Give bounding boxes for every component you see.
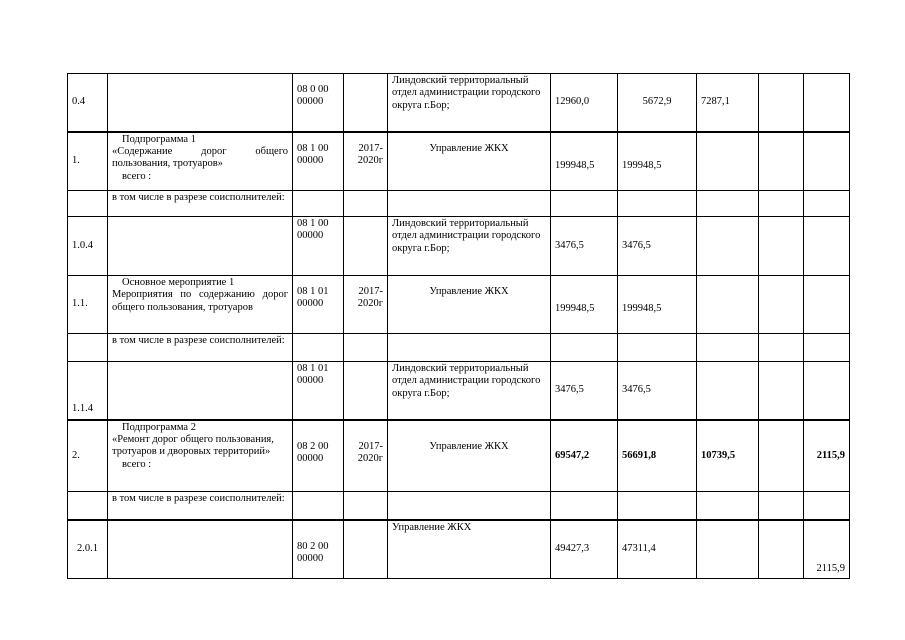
row-name [108, 276, 293, 334]
row-executor: Линдовский территориальный отдел администрации городского округа г.Бор; [388, 217, 551, 276]
table-row [68, 362, 850, 420]
row-number [68, 334, 108, 362]
row-total: 3476,5 [551, 217, 618, 276]
row-2018 [697, 520, 759, 579]
row-total: 199948,5 [551, 276, 618, 334]
budget-table [67, 73, 850, 579]
table-row [68, 492, 850, 520]
row-2020 [804, 74, 850, 132]
row-2017: 3476,5 [618, 217, 697, 276]
row-name [108, 74, 293, 132]
row-number: 1.1. [68, 276, 108, 334]
row-name: в том числе в разрезе соисполнителей: [108, 492, 293, 520]
table-row [68, 276, 850, 334]
subprogram-description: «Ремонт дорог общего пользования, тротуаров и дворовых территорий» [112, 433, 274, 458]
row-number: 1.1.4 [68, 362, 108, 420]
row-total: 3476,5 [551, 362, 618, 420]
row-code: 08 1 01 00000 [293, 276, 344, 334]
main-measure-title: Основное мероприятие 1 [122, 277, 235, 288]
subprogram-title: Подпрограмма 1 [122, 133, 196, 145]
row-name: в том числе в разрезе соисполнителей: [108, 191, 293, 217]
row-number: 1.0.4 [68, 217, 108, 276]
row-period [344, 520, 388, 579]
row-executor: Управление ЖКХ [388, 132, 551, 191]
row-number [68, 492, 108, 520]
row-executor: Линдовский территориальный отдел администрации городского округа г.Бор; [388, 74, 551, 132]
row-2017: 5672,9 [618, 74, 697, 132]
row-2019 [759, 362, 804, 420]
row-code: 08 0 00 00000 [293, 74, 344, 132]
row-executor: Управление ЖКХ [388, 420, 551, 492]
row-code: 08 2 00 00000 [293, 420, 344, 492]
row-number [68, 191, 108, 217]
row-2018 [697, 276, 759, 334]
row-2019 [759, 74, 804, 132]
table-row [68, 420, 850, 492]
row-2018: 7287,1 [697, 74, 759, 132]
row-period [344, 362, 388, 420]
table-row [68, 132, 850, 191]
subprogram-total-label: всего : [122, 170, 152, 182]
row-code: 08 1 01 00000 [293, 362, 344, 420]
row-executor: Линдовский территориальный отдел администрации городского округа г.Бор; [388, 362, 551, 420]
row-total: 49427,3 [551, 520, 618, 579]
row-2020: 2115,9 [804, 420, 850, 492]
row-name [108, 362, 293, 420]
row-name: в том числе в разрезе соисполнителей: [108, 334, 293, 362]
row-2020 [804, 217, 850, 276]
row-2020 [804, 362, 850, 420]
row-2019 [759, 217, 804, 276]
subprogram-title: Подпрограмма 2 [122, 421, 196, 433]
row-2018 [697, 362, 759, 420]
row-2019 [759, 276, 804, 334]
row-name [108, 420, 293, 492]
row-code: 08 1 00 00000 [293, 217, 344, 276]
table-row [68, 217, 850, 276]
row-code: 08 1 00 00000 [293, 132, 344, 191]
table-row [68, 191, 850, 217]
row-executor: Управление ЖКХ [388, 276, 551, 334]
row-period: 2017-2020г [344, 420, 388, 492]
row-number: 2.0.1 [68, 520, 108, 579]
row-2018 [697, 132, 759, 191]
row-2017: 3476,5 [618, 362, 697, 420]
row-2018: 10739,5 [697, 420, 759, 492]
row-name [108, 217, 293, 276]
row-period [344, 74, 388, 132]
row-total: 12960,0 [551, 74, 618, 132]
table-row [68, 520, 850, 579]
row-2017: 47311,4 [618, 520, 697, 579]
row-number: 2. [68, 420, 108, 492]
row-2020 [804, 132, 850, 191]
row-executor: Управление ЖКХ [388, 520, 551, 579]
row-2019 [759, 520, 804, 579]
row-2017: 56691,8 [618, 420, 697, 492]
row-name [108, 132, 293, 191]
row-period: 2017-2020г [344, 132, 388, 191]
row-name [108, 520, 293, 579]
row-period [344, 217, 388, 276]
table-row [68, 74, 850, 132]
row-2017: 199948,5 [618, 276, 697, 334]
main-measure-description: Мероприятия по содержанию дорог общего пользования, тротуаров [112, 289, 288, 313]
row-2017: 199948,5 [618, 132, 697, 191]
row-code: 80 2 00 00000 [293, 520, 344, 579]
row-number: 1. [68, 132, 108, 191]
row-2019 [759, 132, 804, 191]
row-total: 69547,2 [551, 420, 618, 492]
row-2018 [697, 217, 759, 276]
row-number: 0.4 [68, 74, 108, 132]
row-2020: 2115,9 [804, 520, 850, 579]
subprogram-total-label: всего : [122, 458, 152, 470]
subprogram-description: «Содержание дорог общего пользования, тротуаров» [112, 145, 288, 170]
row-2019 [759, 420, 804, 492]
row-period: 2017-2020г [344, 276, 388, 334]
row-total: 199948,5 [551, 132, 618, 191]
row-2020 [804, 276, 850, 334]
table-row [68, 334, 850, 362]
